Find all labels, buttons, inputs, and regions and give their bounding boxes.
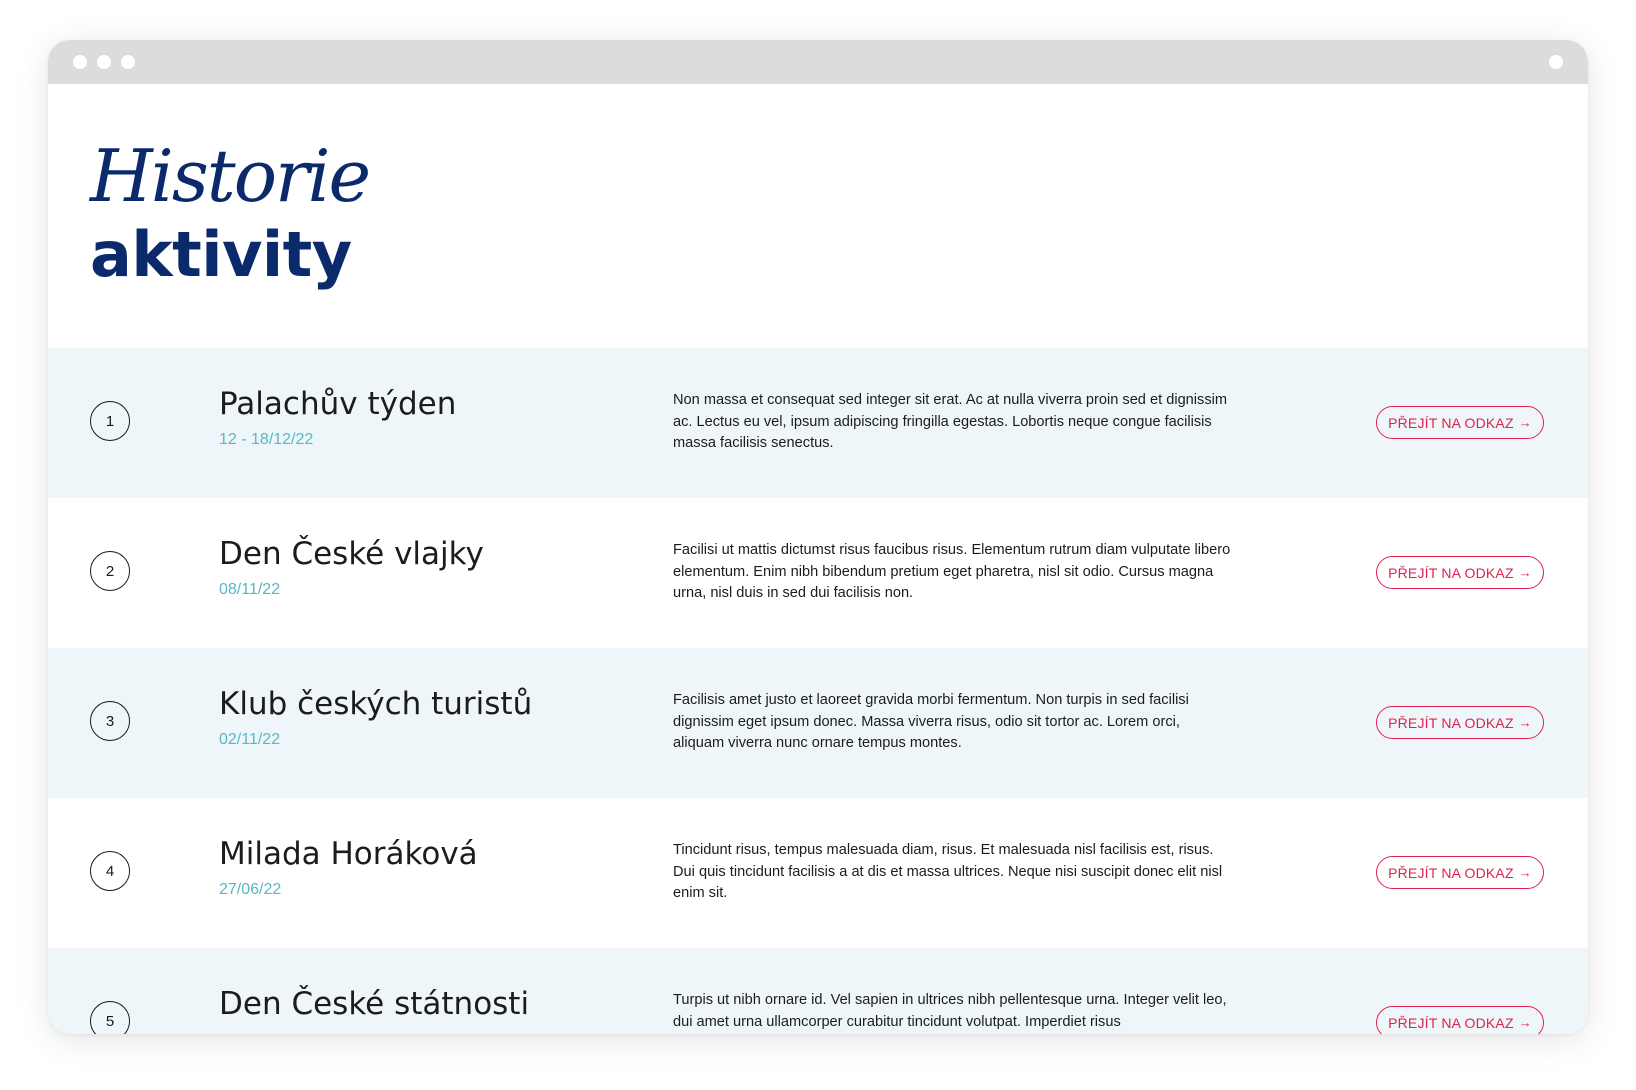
go-to-link-label: PŘEJÍT NA ODKAZ [1388,1014,1514,1031]
go-to-link-label: PŘEJÍT NA ODKAZ [1388,714,1514,731]
go-to-link-button[interactable] [1376,706,1544,739]
activity-row [48,948,1588,1034]
activity-number-badge: 3 [90,701,130,741]
activity-number-badge: 2 [90,551,130,591]
activity-row [48,498,1588,648]
arrow-right-icon: → [1518,715,1532,730]
page-title-script: Historie [90,134,370,218]
activity-row [48,798,1588,948]
window-dot-icon [1549,55,1563,69]
activity-list [48,348,1588,1034]
activity-description: Non massa et consequat sed integer sit erat. Ac at nulla viverra proin sed et dignissim ac. Lectus eu vel, ipsum adipiscing fringilla egestas. Lobortis neque congue facilisis massa facilisis senectus. [673,392,1228,451]
activity-description: Facilisis amet justo et laoreet gravida morbi fermentum. Non turpis in sed facilisi dignissim eget ipsum donec. Massa viverra risus, odio sit tortor ac. Lorem orci, aliquam viverra nunc ornare tempus montes. [673,692,1189,751]
arrow-right-icon: → [1518,415,1532,430]
activity-title: Milada Horáková [219,836,478,872]
activity-row [48,648,1588,798]
activity-description: Turpis ut nibh ornare id. Vel sapien in ultrices nibh pellentesque urna. Integer velit leo, dui amet urna ullamcorper curabitur tincidunt volutpat. Imperdiet risus [673,992,1227,1030]
arrow-right-icon: → [1518,565,1532,580]
window-dot-icon [73,55,87,69]
go-to-link-button[interactable] [1376,856,1544,889]
go-to-link-label: PŘEJÍT NA ODKAZ [1388,414,1514,431]
activity-date: 27/06/22 [219,881,282,898]
activity-number-badge: 1 [90,401,130,441]
go-to-link-label: PŘEJÍT NA ODKAZ [1388,864,1514,881]
window-dot-icon [97,55,111,69]
activity-row [48,348,1588,498]
browser-window [48,40,1588,1034]
window-titlebar [48,40,1588,84]
arrow-right-icon: → [1518,1015,1532,1030]
activity-title: Den České státnosti [219,986,530,1022]
page-title-bold: aktivity [90,218,352,291]
go-to-link-label: PŘEJÍT NA ODKAZ [1388,564,1514,581]
activity-number-badge: 4 [90,851,130,891]
activity-description: Facilisi ut mattis dictumst risus faucibus risus. Elementum rutrum diam vulputate libero elementum. Enim nibh bibendum pretium eget pharetra, nisl sit odio. Cursus magna urna, nisl duis in sed dui facilisis non. [673,542,1231,601]
go-to-link-button[interactable] [1376,406,1544,439]
activity-description: Tincidunt risus, tempus malesuada diam, risus. Et malesuada nisl facilisis est, risus. Dui quis tincidunt facilisis a at dis et massa ultrices. Neque nisi suscipit donec elit nisl enim sit. [673,842,1223,901]
window-dot-icon [121,55,135,69]
go-to-link-button[interactable] [1376,556,1544,589]
activity-number-badge: 5 [90,1001,130,1034]
activity-title: Den České vlajky [219,536,484,572]
activity-date: 02/11/22 [219,731,281,748]
activity-date: 12 - 18/12/22 [219,431,314,448]
go-to-link-button[interactable] [1376,1006,1544,1034]
arrow-right-icon: → [1518,865,1532,880]
activity-title: Klub českých turistů [219,686,533,722]
activity-date: 08/11/22 [219,581,281,598]
activity-title: Palachův týden [219,386,457,422]
